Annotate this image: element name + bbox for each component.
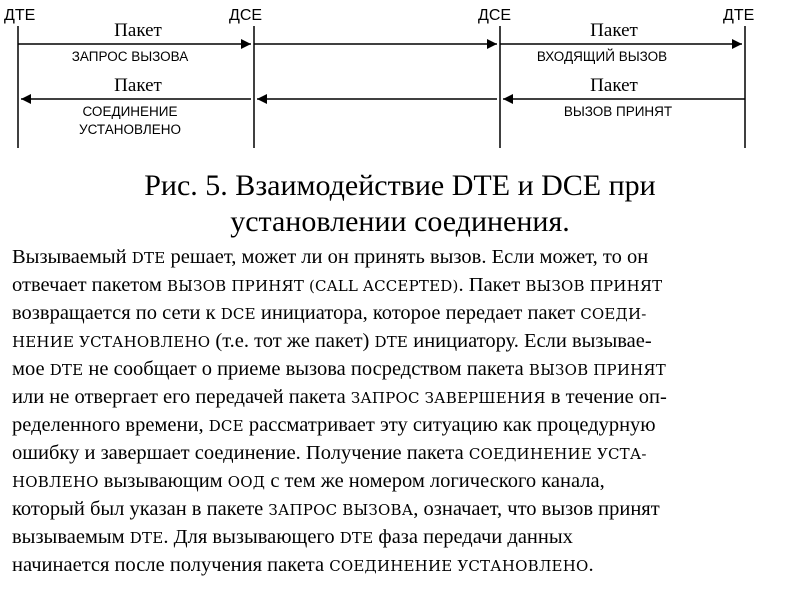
- arrow-label-established: УСТАНОВЛЕНО: [79, 122, 181, 137]
- term-text: НЕНИЕ УСТАНОВЛЕНО: [12, 333, 211, 351]
- text-segment: возвращается по сети к: [12, 302, 221, 324]
- text-segment: вызываемым: [12, 526, 130, 548]
- text-segment: ределенного времени,: [12, 414, 209, 436]
- text-segment: отвечает пакетом: [12, 274, 167, 296]
- text-segment: не сообщает о приеме вызова посредством пакета: [83, 358, 529, 380]
- arrow-label-packet: Пакет: [114, 20, 162, 41]
- term-text: ВЫЗОВ ПРИНЯТ: [528, 361, 666, 379]
- text-segment: или не отвергает его передачей пакета: [12, 386, 351, 408]
- text-segment: ошибку и завершает соединение. Получение пакета: [12, 442, 469, 464]
- text-segment: .: [588, 554, 594, 576]
- text-segment: решает, может ли он принять вызов. Если может, то он: [165, 246, 649, 268]
- paragraph-line: [12, 440, 792, 468]
- node-label-dce-left: ДСЕ: [229, 7, 263, 24]
- term-text: DTE: [339, 529, 374, 547]
- term-text: ВЫЗОВ ПРИНЯТ (CALL ACCEPTED): [166, 277, 459, 295]
- text-segment: инициатору. Если вызывае-: [408, 330, 652, 352]
- paragraph-line: [12, 300, 792, 328]
- term-text: ВЫЗОВ ПРИНЯТ: [525, 277, 663, 295]
- term-text: DTE: [129, 529, 164, 547]
- text-segment: мое: [12, 358, 50, 380]
- arrow-label-incoming-call: ВХОДЯЩИЙ ВЫЗОВ: [536, 49, 668, 64]
- paragraph-line: [12, 356, 792, 384]
- figure-caption-line-2: установлении соединения.: [230, 205, 570, 238]
- arrow-label-packet: Пакет: [590, 75, 638, 96]
- paragraph-line: [12, 384, 792, 412]
- term-text: СОЕДИ-: [580, 305, 647, 323]
- paragraph-line: [12, 552, 792, 580]
- term-text: ЗАПРОС ЗАВЕРШЕНИЯ: [350, 389, 546, 407]
- term-text: DCE: [220, 305, 256, 323]
- text-segment: рассматривает эту ситуацию как процедурную: [243, 414, 656, 436]
- text-segment: с тем же номером логического канала,: [265, 470, 605, 492]
- node-label-dte-left: ДТЕ: [4, 7, 36, 24]
- term-text: DCE: [208, 417, 244, 435]
- paragraph-line: [12, 244, 792, 272]
- paragraph-line: [12, 468, 792, 496]
- node-label-dce-right: ДСЕ: [478, 7, 512, 24]
- paragraph-line: [12, 328, 792, 356]
- term-text: НОВЛЕНО: [12, 473, 99, 491]
- paragraph-line: [12, 272, 792, 300]
- arrow-label-packet: Пакет: [590, 20, 638, 41]
- paragraph-line: [12, 412, 792, 440]
- term-text: DTE: [131, 249, 166, 267]
- dte-dce-sequence-diagram: [0, 0, 800, 160]
- text-segment: . Для вызывающего: [163, 526, 340, 548]
- text-segment: , означает, что вызов принят: [413, 498, 660, 520]
- arrow-label-call-accepted: ВЫЗОВ ПРИНЯТ: [563, 104, 673, 119]
- arrow-label-call-request: ЗАПРОС ВЫЗОВА: [71, 49, 189, 64]
- text-segment: инициатора, которое передает пакет: [255, 302, 581, 324]
- term-text: ЗАПРОС ВЫЗОВА: [268, 501, 414, 519]
- text-segment: . Пакет: [458, 274, 526, 296]
- text-segment: который был указан в пакете: [12, 498, 269, 520]
- text-segment: вызывающим: [98, 470, 228, 492]
- arrow-label-connection: СОЕДИНЕНИЕ: [82, 104, 178, 119]
- text-segment: в течение оп-: [545, 386, 667, 408]
- term-text: СОЕДИНЕНИЕ УСТА-: [468, 445, 647, 463]
- term-text: ООД: [227, 473, 266, 491]
- body-paragraph: [12, 244, 792, 580]
- figure-caption-line-1: Рис. 5. Взаимодействие DTE и DCE при: [144, 169, 656, 202]
- text-segment: начинается после получения пакета: [12, 554, 330, 576]
- text-segment: Вызываемый: [12, 246, 132, 268]
- paragraph-line: [12, 496, 792, 524]
- node-label-dte-right: ДТЕ: [723, 7, 755, 24]
- term-text: СОЕДИНЕНИЕ УСТАНОВЛЕНО: [329, 557, 589, 575]
- text-segment: (т.е. тот же пакет): [210, 330, 375, 352]
- paragraph-line: [12, 524, 792, 552]
- term-text: DTE: [374, 333, 409, 351]
- arrow-label-packet: Пакет: [114, 75, 162, 96]
- text-segment: фаза передачи данных: [373, 526, 573, 548]
- term-text: DTE: [49, 361, 84, 379]
